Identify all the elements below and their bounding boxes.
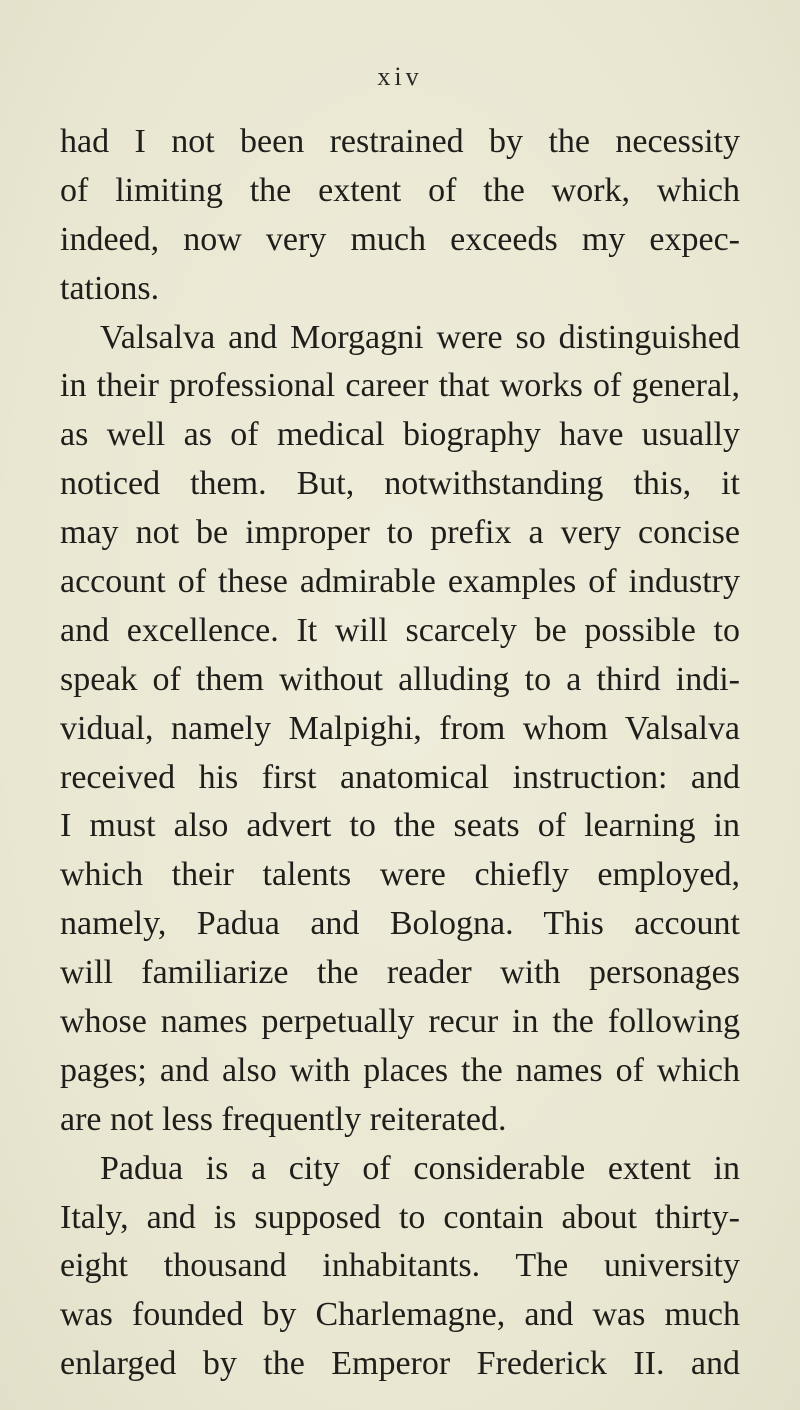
text-line: Italy, and is supposed to contain about thirty- xyxy=(60,1198,740,1236)
text-line: and excellence. It will scarcely be possible to xyxy=(60,611,740,649)
text-line: vidual, namely Malpighi, from whom Valsalva xyxy=(60,709,740,747)
text-line: as well as of medical biography have usually xyxy=(60,416,740,454)
text-line: of limiting the extent of the work, which xyxy=(60,171,740,209)
page-number: xiv xyxy=(377,62,423,91)
text-line: in their professional career that works of general, xyxy=(60,367,740,405)
text-line: eight thousand inhabitants. The university xyxy=(60,1247,740,1285)
text-line: may not be improper to prefix a very concise xyxy=(60,514,740,552)
paragraph-start-line: Valsalva and Morgagni were so distinguished xyxy=(100,318,740,356)
text-line: pages; and also with places the names of which xyxy=(60,1051,740,1089)
text-line: had I not been restrained by the necessity xyxy=(60,123,740,160)
text-line: speak of them without alluding to a third indi- xyxy=(60,660,740,698)
text-line: tations. xyxy=(60,269,160,307)
text-line: indeed, now very much exceeds my expec- xyxy=(60,220,740,258)
text-line: will familiarize the reader with personages xyxy=(60,954,740,992)
text-line: are not less frequently reiterated. xyxy=(60,1100,507,1138)
text-line: whose names perpetually recur in the following xyxy=(60,1003,740,1041)
text-line: was founded by Charlemagne, and was much xyxy=(60,1296,740,1334)
text-line: which their talents were chiefly employed, xyxy=(60,856,740,894)
text-line: I must also advert to the seats of learning in xyxy=(60,807,740,845)
text-line: account of these admirable examples of industry xyxy=(60,563,740,601)
text-line: namely, Padua and Bologna. This account xyxy=(60,905,740,943)
text-line: enlarged by the Emperor Frederick II. and xyxy=(60,1345,740,1383)
body-text xyxy=(60,118,740,1389)
paragraph-start-line: Padua is a city of considerable extent in xyxy=(100,1149,740,1187)
text-line: noticed them. But, notwithstanding this, it xyxy=(60,465,740,503)
text-line: received his first anatomical instruction: and xyxy=(60,758,740,796)
